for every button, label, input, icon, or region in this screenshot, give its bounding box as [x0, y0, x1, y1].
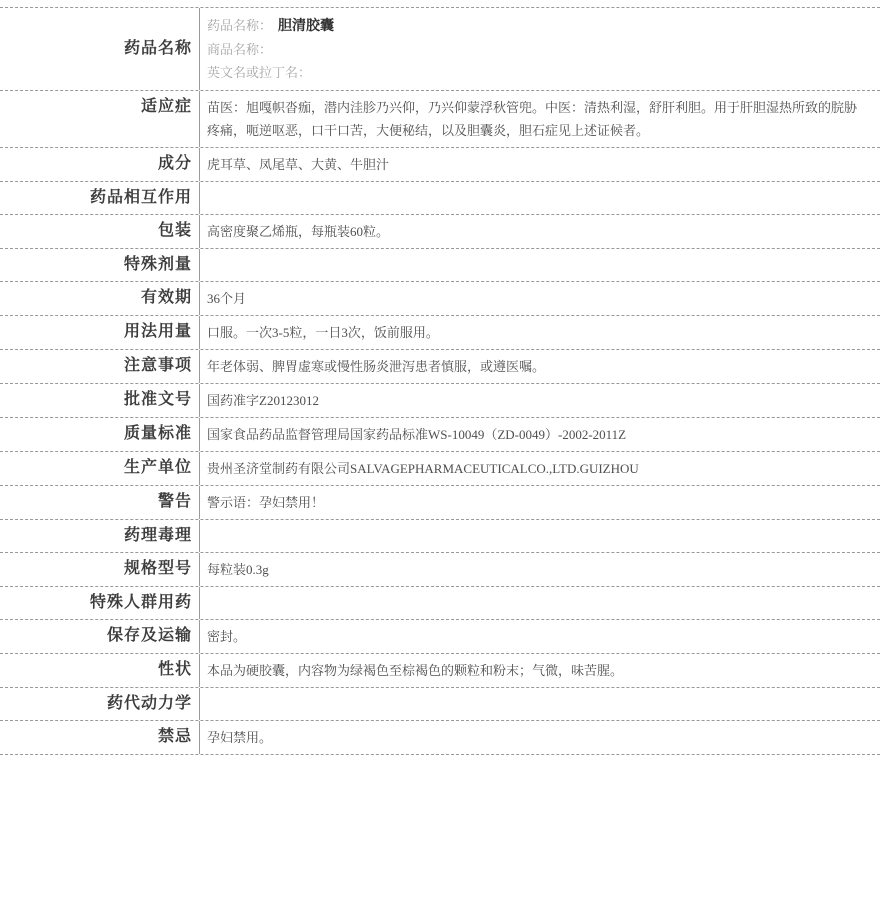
row-label: 生产单位 — [0, 452, 200, 485]
row-content — [200, 688, 880, 720]
row-content — [200, 486, 880, 519]
row-label: 性状 — [0, 654, 200, 687]
row-content — [200, 91, 880, 147]
table-row — [0, 148, 880, 182]
row-content-text: 本品为硬胶囊，内容物为绿褐色至棕褐色的颗粒和粉末；气微，味苦腥。 — [207, 663, 624, 678]
row-content-text: 每粒装0.3g — [207, 562, 269, 577]
row-content — [200, 520, 880, 552]
row-content-text: 孕妇禁用。 — [207, 730, 273, 745]
table-row-drug-name — [0, 8, 880, 91]
field-key: 药品名称： — [207, 18, 273, 33]
row-label: 特殊剂量 — [0, 249, 200, 281]
row-label: 注意事项 — [0, 350, 200, 383]
row-label: 药品相互作用 — [0, 182, 200, 214]
row-label: 特殊人群用药 — [0, 587, 200, 619]
row-label: 药代动力学 — [0, 688, 200, 720]
table-row — [0, 452, 880, 486]
row-label: 适应症 — [0, 91, 200, 147]
table-row — [0, 520, 880, 553]
row-label: 包装 — [0, 215, 200, 248]
row-content-text: 国家食品药品监督管理局国家药品标准WS-10049（ZD-0049）-2002-2011Z — [207, 427, 627, 442]
row-label: 保存及运输 — [0, 620, 200, 653]
row-content — [200, 148, 880, 181]
row-content — [200, 620, 880, 653]
table-row — [0, 316, 880, 350]
table-row — [0, 384, 880, 418]
row-content-text: 贵州圣济堂制药有限公司SALVAGEPHARMACEUTICALCO.,LTD.GUIZHOU — [207, 461, 639, 476]
row-content — [200, 418, 880, 451]
row-label: 规格型号 — [0, 553, 200, 586]
table-row — [0, 654, 880, 688]
row-content — [200, 215, 880, 248]
row-content-text: 年老体弱、脾胃虚寒或慢性肠炎泄泻患者慎服，或遵医嘱。 — [207, 359, 546, 374]
row-content-text: 密封。 — [207, 629, 247, 644]
row-content-text: 国药准字Z20123012 — [207, 393, 319, 408]
row-content-text: 警示语：孕妇禁用！ — [207, 495, 325, 510]
field-key: 商品名称： — [207, 42, 273, 57]
field-key: 英文名或拉丁名： — [207, 65, 312, 80]
table-row — [0, 688, 880, 721]
table-row — [0, 182, 880, 215]
row-content — [200, 721, 880, 754]
row-label: 批准文号 — [0, 384, 200, 417]
row-label-drug-name: 药品名称 — [0, 8, 200, 90]
row-label: 警告 — [0, 486, 200, 519]
table-row — [0, 350, 880, 384]
table-row — [0, 620, 880, 654]
table-row — [0, 215, 880, 249]
row-content — [200, 249, 880, 281]
row-content — [200, 587, 880, 619]
field-value: 胆清胶囊 — [278, 19, 335, 34]
row-content — [200, 553, 880, 586]
row-content — [200, 654, 880, 687]
row-label: 成分 — [0, 148, 200, 181]
row-label: 禁忌 — [0, 721, 200, 754]
table-row — [0, 721, 880, 755]
table-row — [0, 91, 880, 148]
table-row — [0, 486, 880, 520]
row-content — [200, 350, 880, 383]
drug-name-field — [207, 61, 311, 84]
row-content — [200, 282, 880, 315]
table-row — [0, 282, 880, 316]
table-row — [0, 587, 880, 620]
row-label: 用法用量 — [0, 316, 200, 349]
row-content-text: 口服。一次3-5粒，一日3次，饭前服用。 — [207, 325, 439, 340]
row-label: 质量标准 — [0, 418, 200, 451]
table-row — [0, 418, 880, 452]
row-content — [200, 316, 880, 349]
row-content — [200, 452, 880, 485]
table-row — [0, 249, 880, 282]
row-content-text: 虎耳草、凤尾草、大黄、牛胆汁 — [207, 157, 390, 172]
row-content — [200, 182, 880, 214]
row-content-text: 高密度聚乙烯瓶，每瓶装60粒。 — [207, 224, 390, 239]
row-content-text: 苗医：旭嘎帜沓痂，潜内洼胗乃兴仰，乃兴仰蒙浮秋管兜。中医：清热利湿，舒肝利胆。用于肝胆湿热所致的脘胁疼痛，呃逆呕恶，口干口苦，大便秘结，以及胆囊炎，胆石症见上述证候者。 — [207, 100, 858, 138]
row-content — [200, 384, 880, 417]
row-label: 有效期 — [0, 282, 200, 315]
table-body — [0, 91, 880, 755]
drug-name-field — [207, 38, 272, 61]
row-label: 药理毒理 — [0, 520, 200, 552]
drug-name-field — [207, 14, 334, 38]
table-row — [0, 553, 880, 587]
row-content-text: 36个月 — [207, 291, 247, 306]
row-content-drug-name — [200, 8, 880, 90]
drug-info-table — [0, 7, 880, 755]
